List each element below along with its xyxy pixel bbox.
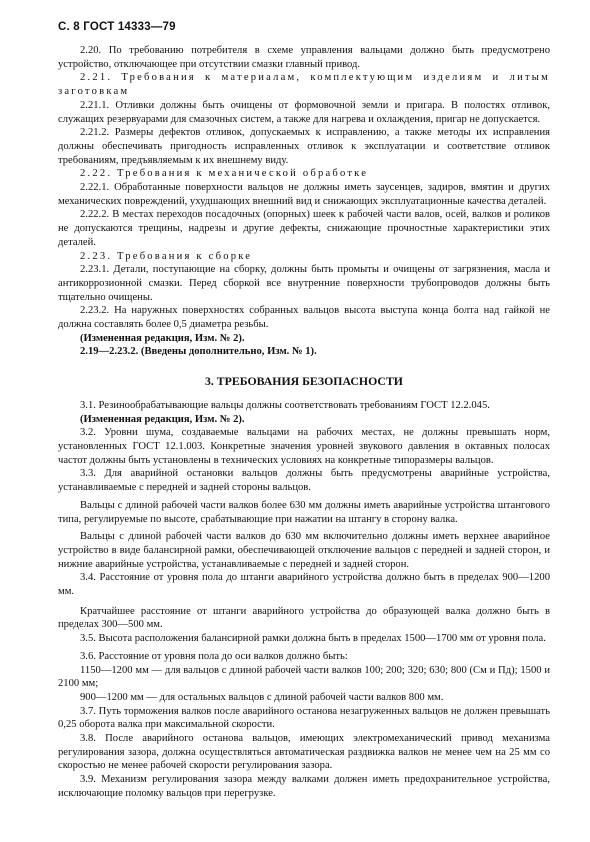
- paragraph-2-23-1: 2.23.1. Детали, поступающие на сборку, должны быть промыты и очищены от загрязнения, масла и антикоррозионной смазки. Перед сборкой все внутренние поверхности трубопроводов должны быть тщательно очищены.: [58, 264, 550, 303]
- section-title: 3. ТРЕБОВАНИЯ БЕЗОПАСНОСТИ: [204, 374, 403, 389]
- paragraph-3-9: 3.9. Механизм регулирования зазора между валками должен иметь предохранительное устройства, исключающие поломку вальцов при перегрузке.: [58, 774, 550, 799]
- paragraph-3-7: 3.7. Путь торможения валков после аварийного останова незагруженных вальцов не должен превышать 0,25 оборота валка при максимальной скорости.: [58, 705, 550, 731]
- paragraph-3-3-b: Вальцы с длиной рабочей части валков до 630 мм включительно должны иметь верхнее аварийное устройство в виде балансирной рамки, обеспечивающей отключение вальцов с передней и задней сторон, и нижние аварийные устройства, устанавливаемые с передней и задней сторон.: [58, 531, 550, 570]
- paragraph-3-1: 3.1. Резинообрабатывающие вальцы должны соответствовать требованиям ГОСТ 12.2.045.: [80, 399, 490, 411]
- paragraph-3-6-a: 1150—1200 мм — для вальцов с длиной рабочей части валков 100; 200; 320; 630; 800 (См и Пд); 1500 и 2100 мм;: [58, 664, 550, 690]
- paragraph-3-2: 3.2. Уровни шума, создаваемые вальцами на рабочих местах, не должны превышать норм, установленных ГОСТ 12.1.003. Конкретные значения уровней звукового давления в октавных полосах частот должны быть установлены в технических условиях на конкретные типоразмеры вальцов.: [58, 427, 550, 466]
- paragraph-3-3-a: Вальцы с длиной рабочей части валков более 630 мм должны иметь аварийные устройства штангового типа, регулируемые по высоте, срабатывающие при нажатии на штангу в сторону валка.: [58, 499, 550, 525]
- heading-2-22: 2.22. Требования к механической обработке: [80, 168, 369, 180]
- heading-2-21: 2.21. Требования к материалам, комплектующим изделиям и литым заготовкам: [58, 72, 550, 98]
- paragraph-2-22-2: 2.22.2. В местах переходов посадочных (опорных) шеек к рабочей части валов, осей, валков и роликов не допускаются трещины, надрезы и другие дефекты, снижающие прочностные характеристики этих деталей.: [58, 209, 550, 248]
- paragraph-2-23-2: 2.23.2. На наружных поверхностях собранных вальцов высота выступа конца болта над гайкой не должна составлять более 0,5 диаметра резьбы.: [58, 305, 550, 331]
- paragraph-3-6-b: 900—1200 мм — для остальных вальцов с длиной рабочей части валков 800 мм.: [80, 691, 444, 703]
- paragraph-2-21-1: 2.21.1. Отливки должны быть очищены от формовочной земли и пригара. В полостях отливок, служащих резервуарами для смазочных систем, а также для нагрева и охлаждения, пригар не допускается.: [58, 99, 550, 125]
- amendment-note-introduced: 2.19—2.23.2. (Введены дополнительно, Изм. № 1).: [80, 346, 317, 358]
- paragraph-3-4: 3.4. Расстояние от уровня пола до штанги аварийного устройства должно быть в пределах 900—1200 мм.: [58, 572, 550, 598]
- paragraph-2-20: 2.20. По требованию потребителя в схеме управления вальцами должно быть предусмотрено устройство, отключающее при отсутствии смазки главный привод.: [58, 45, 550, 70]
- paragraph-2-21-2: 2.21.2. Размеры дефектов отливок, допускаемых к исправлению, а также методы их исправления должны обеспечивать пригодность исправленных отливок к эксплуатации и соответствие отливок требованиям, предъявляемым к их внешнему виду.: [58, 127, 550, 166]
- paragraph-3-8: 3.8. После аварийного останова вальцов, имеющих электромеханический привод механизма регулирования зазора, должна осуществляться автоматическая раздвижка валков не менее чем на 25 мм со скоростью не менее рабочей скорости регулирования зазора.: [58, 733, 550, 772]
- paragraph-3-5: 3.5. Высота расположения балансирной рамки должна быть в пределах 1500—1700 мм от уровня пола.: [80, 633, 546, 645]
- paragraph-3-4-a: Кратчайшее расстояние от штанги аварийного устройства до образующей валка должно быть в пределах 300—500 мм.: [58, 605, 550, 631]
- heading-2-23: 2.23. Требования к сборке: [80, 250, 253, 262]
- amendment-note: (Измененная редакция, Изм. № 2).: [80, 332, 245, 344]
- amendment-note: (Измененная редакция, Изм. № 2).: [80, 413, 245, 425]
- paragraph-3-3: 3.3. Для аварийной остановки вальцов должны быть предусмотрены аварийные устройства, устанавливаемые с передней и задней стороны вальцов.: [58, 468, 550, 494]
- paragraph-3-6: 3.6. Расстояние от уровня пола до оси валков должно быть:: [80, 650, 348, 662]
- page-header: С. 8 ГОСТ 14333—79: [58, 21, 176, 33]
- paragraph-2-22-1: 2.22.1. Обработанные поверхности вальцов не должны иметь заусенцев, задиров, вмятин и других механических повреждений, ухудшающих внешний вид и снижающих эксплуатационные качества деталей.: [58, 182, 550, 207]
